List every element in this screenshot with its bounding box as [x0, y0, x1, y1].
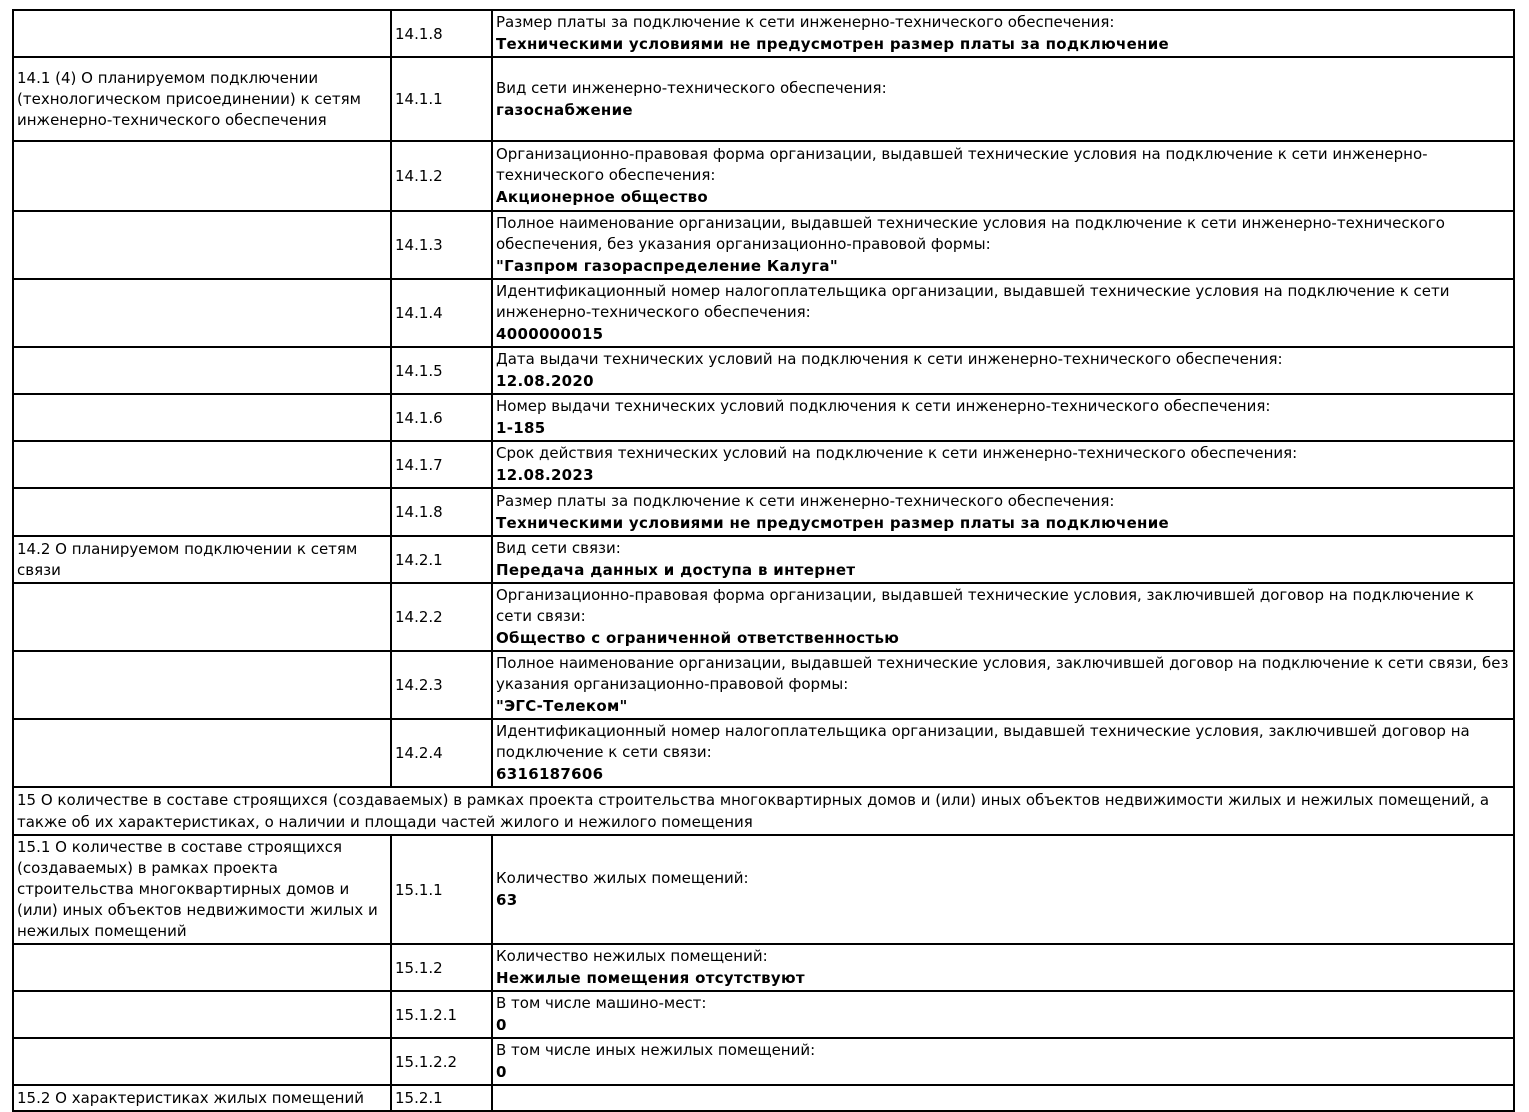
field-value: 6316187606	[496, 765, 604, 783]
item-number-cell: 14.2.2	[391, 583, 492, 651]
item-number-cell: 14.1.8	[391, 10, 492, 57]
section-title-cell	[13, 1038, 391, 1085]
field-label: Организационно-правовая форма организации, выдавшей технические условия на подключение к сети инженерно-технического обеспечения:	[496, 145, 1428, 184]
item-number-cell: 15.2.1	[391, 1085, 492, 1111]
item-number-cell: 14.1.5	[391, 347, 492, 394]
field-value: 0	[496, 1016, 507, 1034]
field-label: Полное наименование организации, выдавшей технические условия, заключившей договор на подключение к сети связи, без указания организационно-правовой формы:	[496, 654, 1509, 693]
item-number-cell: 14.1.2	[391, 141, 492, 211]
section-title-cell	[13, 441, 391, 488]
item-number-cell: 15.1.2.1	[391, 991, 492, 1038]
table-body	[13, 10, 1514, 1111]
table-row	[13, 211, 1514, 279]
section-title-cell	[13, 944, 391, 991]
field-label: Количество нежилых помещений:	[496, 947, 768, 965]
description-cell	[492, 211, 1514, 279]
field-label: В том числе машино-мест:	[496, 994, 707, 1012]
field-value: Акционерное общество	[496, 188, 708, 206]
field-value: 63	[496, 891, 518, 909]
description-cell	[492, 1038, 1514, 1085]
field-value: Общество с ограниченной ответственностью	[496, 629, 900, 647]
field-label: Вид сети связи:	[496, 539, 621, 557]
item-number-cell: 14.2.3	[391, 651, 492, 719]
item-number-cell: 14.1.8	[391, 488, 492, 536]
section-title-cell	[13, 279, 391, 347]
section-title-cell	[13, 719, 391, 787]
field-label: Количество жилых помещений:	[496, 869, 749, 887]
field-label: Вид сети инженерно-технического обеспечения:	[496, 78, 887, 97]
field-value: Техническими условиями не предусмотрен размер платы за подключение	[496, 513, 1169, 532]
item-number-cell: 14.2.1	[391, 536, 492, 583]
section-title-cell	[13, 394, 391, 441]
description-cell	[492, 347, 1514, 394]
description-cell	[492, 1085, 1514, 1111]
field-value: 1-185	[496, 419, 546, 437]
section-title-cell: 15.2 О характеристиках жилых помещений	[13, 1085, 391, 1111]
item-number-cell: 14.1.3	[391, 211, 492, 279]
field-value: 4000000015	[496, 325, 604, 343]
table-row	[13, 141, 1514, 211]
field-label: Идентификационный номер налогоплательщика организации, выдавшей технические условия на подключение к сети инженерно-технического обеспечения:	[496, 282, 1450, 321]
field-value: "Газпром газораспределение Калуга"	[496, 257, 838, 275]
section-heading-cell: 15 О количестве в составе строящихся (создаваемых) в рамках проекта строительства многоквартирных домов и (или) иных объектов недвижимости жилых и нежилых помещений, а также об их характеристиках, о наличии и площади частей жилого и нежилого помещения	[13, 787, 1514, 835]
description-cell	[492, 719, 1514, 787]
description-cell	[492, 835, 1514, 944]
table-row	[13, 347, 1514, 394]
section-title-cell	[13, 141, 391, 211]
table-row	[13, 10, 1514, 57]
field-value: 12.08.2023	[496, 466, 594, 484]
table-row	[13, 991, 1514, 1038]
table-row	[13, 583, 1514, 651]
section-title-cell: 14.1 (4) О планируемом подключении (технологическом присоединении) к сетям инженерно-технического обеспечения	[13, 57, 391, 141]
table-row	[13, 279, 1514, 347]
item-number-cell: 15.1.2.2	[391, 1038, 492, 1085]
field-value: Передача данных и доступа в интернет	[496, 561, 856, 579]
section-title-cell: 14.2 О планируемом подключении к сетям связи	[13, 536, 391, 583]
field-value: "ЭГС-Телеком"	[496, 697, 628, 715]
item-number-cell: 14.1.7	[391, 441, 492, 488]
field-label: Организационно-правовая форма организации, выдавшей технические условия, заключившей договор на подключение к сети связи:	[496, 586, 1474, 625]
item-number-cell: 14.1.6	[391, 394, 492, 441]
table-row	[13, 1085, 1514, 1111]
description-cell	[492, 141, 1514, 211]
declaration-table	[12, 9, 1515, 1112]
field-label: Идентификационный номер налогоплательщика организации, выдавшей технические условия, заключившей договор на подключение к сети связи:	[496, 722, 1470, 761]
section-title-cell	[13, 651, 391, 719]
section-title-cell	[13, 10, 391, 57]
description-cell	[492, 536, 1514, 583]
field-value: Нежилые помещения отсутствуют	[496, 969, 805, 987]
section-title-cell	[13, 991, 391, 1038]
description-cell	[492, 991, 1514, 1038]
description-cell	[492, 279, 1514, 347]
table-row	[13, 944, 1514, 991]
table-row	[13, 835, 1514, 944]
table-row	[13, 651, 1514, 719]
section-title-cell	[13, 347, 391, 394]
section-title-cell	[13, 488, 391, 536]
item-number-cell: 15.1.2	[391, 944, 492, 991]
table-row	[13, 394, 1514, 441]
table-row	[13, 787, 1514, 835]
description-cell	[492, 394, 1514, 441]
field-value: 0	[496, 1063, 507, 1081]
field-value: Техническими условиями не предусмотрен размер платы за подключение	[496, 35, 1169, 53]
field-value: газоснабжение	[496, 100, 633, 119]
field-label: В том числе иных нежилых помещений:	[496, 1041, 816, 1059]
description-cell	[492, 57, 1514, 141]
field-label: Срок действия технических условий на подключение к сети инженерно-технического обеспечения:	[496, 444, 1298, 462]
item-number-cell: 14.1.1	[391, 57, 492, 141]
field-label: Размер платы за подключение к сети инженерно-технического обеспечения:	[496, 491, 1115, 510]
item-number-cell: 15.1.1	[391, 835, 492, 944]
table-row	[13, 719, 1514, 787]
item-number-cell: 14.2.4	[391, 719, 492, 787]
description-cell	[492, 651, 1514, 719]
field-label: Размер платы за подключение к сети инженерно-технического обеспечения:	[496, 13, 1115, 31]
field-label: Номер выдачи технических условий подключения к сети инженерно-технического обеспечения:	[496, 397, 1271, 415]
description-cell	[492, 10, 1514, 57]
table-row	[13, 536, 1514, 583]
field-label: Полное наименование организации, выдавшей технические условия на подключение к сети инженерно-технического обеспечения, без указания организационно-правовой формы:	[496, 214, 1445, 253]
table-row	[13, 488, 1514, 536]
description-cell	[492, 583, 1514, 651]
section-title-cell	[13, 583, 391, 651]
description-cell	[492, 488, 1514, 536]
section-title-cell	[13, 211, 391, 279]
description-cell	[492, 441, 1514, 488]
table-row	[13, 441, 1514, 488]
description-cell	[492, 944, 1514, 991]
field-label: Дата выдачи технических условий на подключения к сети инженерно-технического обеспечения:	[496, 350, 1283, 368]
section-title-cell: 15.1 О количестве в составе строящихся (создаваемых) в рамках проекта строительства многоквартирных домов и (или) иных объектов недвижимости жилых и нежилых помещений	[13, 835, 391, 944]
table-row	[13, 1038, 1514, 1085]
item-number-cell: 14.1.4	[391, 279, 492, 347]
field-value: 12.08.2020	[496, 372, 594, 390]
table-row	[13, 57, 1514, 141]
